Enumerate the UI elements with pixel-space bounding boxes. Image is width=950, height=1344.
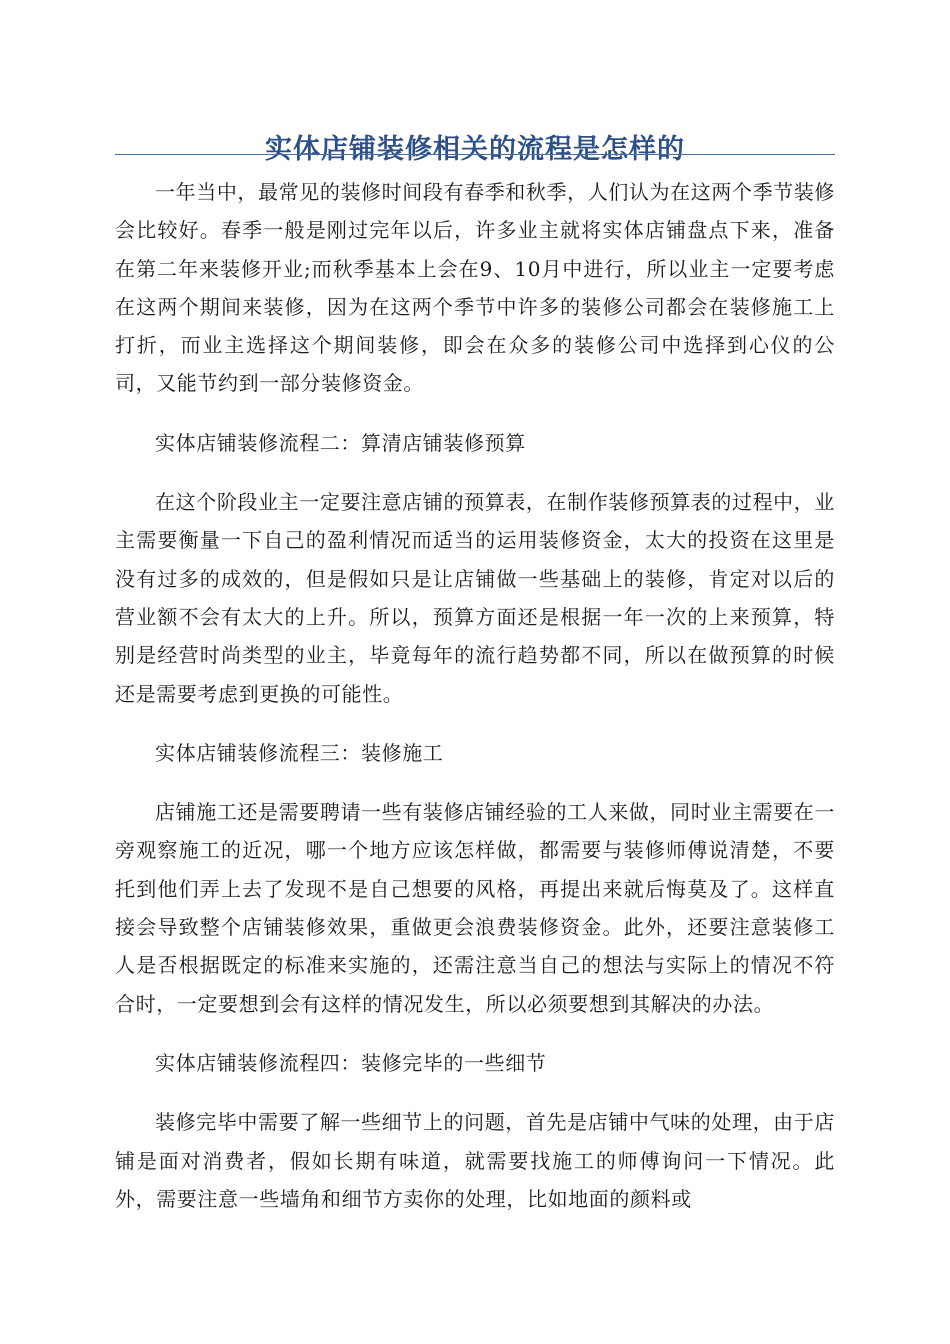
section-heading-budget: 实体店铺装修流程二：算清店铺装修预算 xyxy=(155,430,526,455)
title-underline xyxy=(115,154,835,155)
document-body xyxy=(115,173,835,1218)
section-heading-details: 实体店铺装修流程四：装修完毕的一些细节 xyxy=(155,1050,547,1075)
section-heading-construction: 实体店铺装修流程三：装修施工 xyxy=(155,740,444,765)
paragraph-budget: 在这个阶段业主一定要注意店铺的预算表，在制作装修预算表的过程中，业主需要衡量一下自己的盈利情况而适当的运用装修资金，太大的投资在这里是没有过多的成效的，但是假如只是让店铺做一些基础上的装修，肯定对以后的营业额不会有太大的上升。所以，预算方面还是根据一年一次的上来预算，特别是经营时尚类型的业主，毕竟每年的流行趋势都不同，所以在做预算的时候还是需要考虑到更换的可能性。 xyxy=(115,490,835,706)
paragraph-construction: 店铺施工还是需要聘请一些有装修店铺经验的工人来做，同时业主需要在一旁观察施工的近况，哪一个地方应该怎样做，都需要与装修师傅说清楚，不要托到他们弄上去了发现不是自己想要的风格，再提出来就后悔莫及了。这样直接会导致整个店铺装修效果，重做更会浪费装修资金。此外，还要注意装修工人是否根据既定的标准来实施的，还需注意当自己的想法与实际上的情况不符合时，一定要想到会有这样的情况发生，所以必须要想到其解决的办法。 xyxy=(115,800,835,1016)
paragraph-intro: 一年当中，最常见的装修时间段有春季和秋季，人们认为在这两个季节装修会比较好。春季一般是刚过完年以后，许多业主就将实体店铺盘点下来，准备在第二年来装修开业;而秋季基本上会在9、10月中进行，所以业主一定要考虑在这两个期间来装修，因为在这两个季节中许多的装修公司都会在装修施工上打折，而业主选择这个期间装修，即会在众多的装修公司中选择到心仪的公司，又能节约到一部分装修资金。 xyxy=(115,180,835,396)
document-title: 实体店铺装修相关的流程是怎样的 xyxy=(265,134,685,166)
paragraph-details: 装修完毕中需要了解一些细节上的问题，首先是店铺中气味的处理，由于店铺是面对消费者，假如长期有味道，就需要找施工的师傅询问一下情况。此外，需要注意一些墙角和细节方卖你的处理，比如地面的颜料或 xyxy=(115,1110,835,1211)
